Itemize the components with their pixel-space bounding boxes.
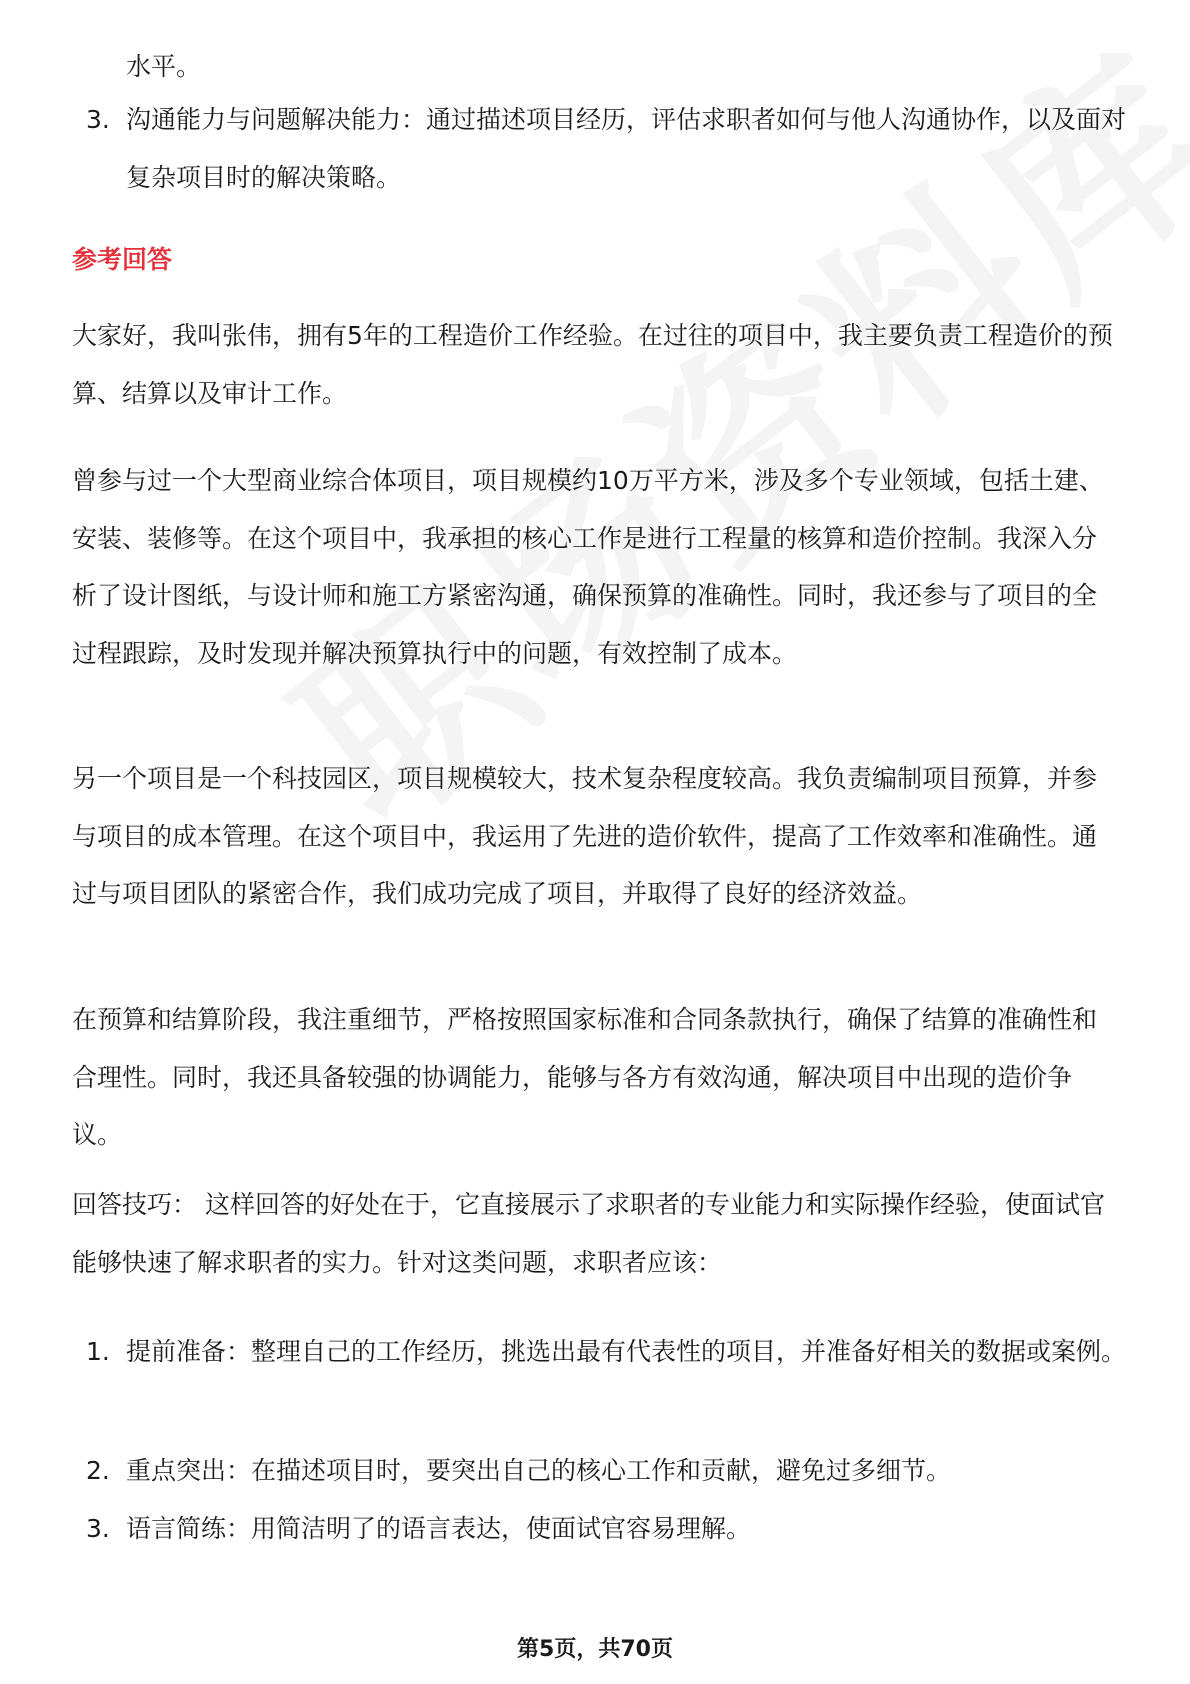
paragraph: 回答技巧： 这样回答的好处在于，它直接展示了求职者的专业能力和实际操作经验，使面试官能够快速了解求职者的实力。针对这类问题，求职者应该： (72, 1190, 1105, 1277)
list-number: 1. (86, 1337, 110, 1366)
list-number: 2. (86, 1456, 110, 1485)
list-number: 3. (86, 1514, 110, 1543)
paragraph: 曾参与过一个大型商业综合体项目，项目规模约10万平方米，涉及多个专业领域，包括土建、安装、装修等。在这个项目中，我承担的核心工作是进行工程量的核算和造价控制。我深入分析了设计图纸，与设计师和施工方紧密沟通，确保预算的准确性。同时，我还参与了项目的全过程跟踪，及时发现并解决预算执行中的问题，有效控制了成本。 (72, 466, 1104, 668)
list-item (86, 1500, 1126, 1558)
paragraph: 另一个项目是一个科技园区，项目规模较大，技术复杂程度较高。我负责编制项目预算，并参与项目的成本管理。在这个项目中，我运用了先进的造价软件，提高了工作效率和准确性。通过与项目团队的紧密合作，我们成功完成了项目，并取得了良好的经济效益。 (72, 764, 1098, 908)
list-text: 沟通能力与问题解决能力：通过描述项目经历，评估求职者如何与他人沟通协作，以及面对复杂项目时的解决策略。 (126, 105, 1127, 192)
list-text: 提前准备：整理自己的工作经历，挑选出最有代表性的项目，并准备好相关的数据或案例。 (126, 1337, 1127, 1366)
paragraph: 大家好，我叫张伟，拥有5年的工程造价工作经验。在过往的项目中，我主要负责工程造价的预算、结算以及审计工作。 (72, 321, 1113, 408)
paragraph: 在预算和结算阶段，我注重细节，严格按照国家标准和合同条款执行，确保了结算的准确性和合理性。同时，我还具备较强的协调能力，能够与各方有效沟通，解决项目中出现的造价争议。 (72, 1005, 1098, 1149)
page-footer: 第5页，共70页 (517, 1637, 673, 1662)
section-heading: 参考回答 (72, 245, 173, 274)
list-item (86, 91, 1126, 206)
list-text: 重点突出：在描述项目时，要突出自己的核心工作和贡献，避免过多细节。 (126, 1456, 952, 1485)
list-number: 3. (86, 105, 110, 134)
list-item (86, 1323, 1126, 1381)
list-text: 语言简练：用简洁明了的语言表达，使面试官容易理解。 (126, 1514, 752, 1543)
list-text: 水平。 (126, 52, 202, 81)
list-item (86, 38, 1126, 96)
list-item (86, 1442, 1126, 1500)
